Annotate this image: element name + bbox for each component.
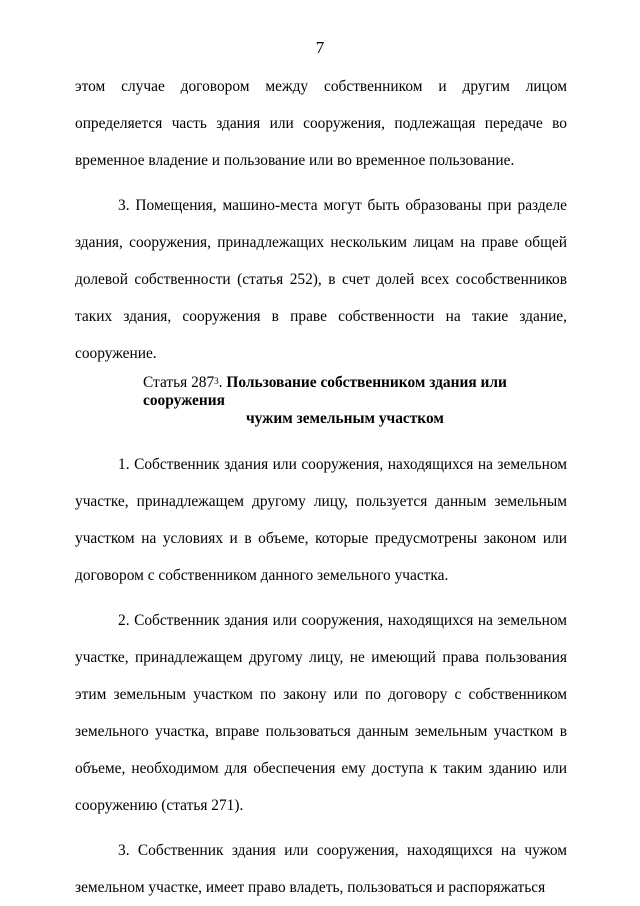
article-number-dot: . — [218, 374, 227, 391]
paragraph-gap — [75, 594, 567, 602]
paragraph-article-item-3: 3. Собственник здания или сооружения, находящихся на чужом земельном участке, имеет право владеть, пользоваться и распоряжаться — [75, 842, 567, 896]
paragraph-continuation: этом случае договором между собственником и другим лицом определяется часть здания или сооружения, подлежащая передаче во временное владение и пользование или во временное пользование. — [75, 78, 567, 169]
article-heading — [75, 374, 567, 428]
heading-gap — [75, 428, 567, 446]
article-number: Статья 287 — [143, 374, 215, 391]
article-title-line-1: Пользование собственником здания или сооружения — [143, 374, 507, 409]
paragraph-article-item-1: 1. Собственник здания или сооружения, находящихся на земельном участке, принадлежащем другому лицу, пользуется данным земельным участком на условиях и в объеме, которые предусмотрены законом или договором с собственником данного земельного участка. — [75, 456, 567, 584]
article-number-superscript: 3 — [214, 376, 219, 386]
paragraph-gap — [75, 824, 567, 832]
article-title-line-2: чужим земельным участком — [246, 410, 444, 427]
paragraph-article-item-2: 2. Собственник здания или сооружения, находящихся на земельном участке, принадлежащем другому лицу, не имеющий права пользования этим земельным участком по закону или по договору с собственником земельного участка, вправе пользоваться данным земельным участком в объеме, необходимом для обеспечения ему доступа к таким зданию или сооружению (статья 271). — [75, 612, 567, 814]
paragraph-gap — [75, 179, 567, 187]
document-body — [75, 68, 567, 906]
page-number: 7 — [315, 38, 325, 57]
paragraph-item-3-premises: 3. Помещения, машино-места могут быть образованы при разделе здания, сооружения, принадлежащих нескольким лицам на праве общей долевой собственности (статья 252), в счет долей всех сособственников таких здания, сооружения в праве собственности на такие здание, сооружение. — [75, 197, 567, 362]
